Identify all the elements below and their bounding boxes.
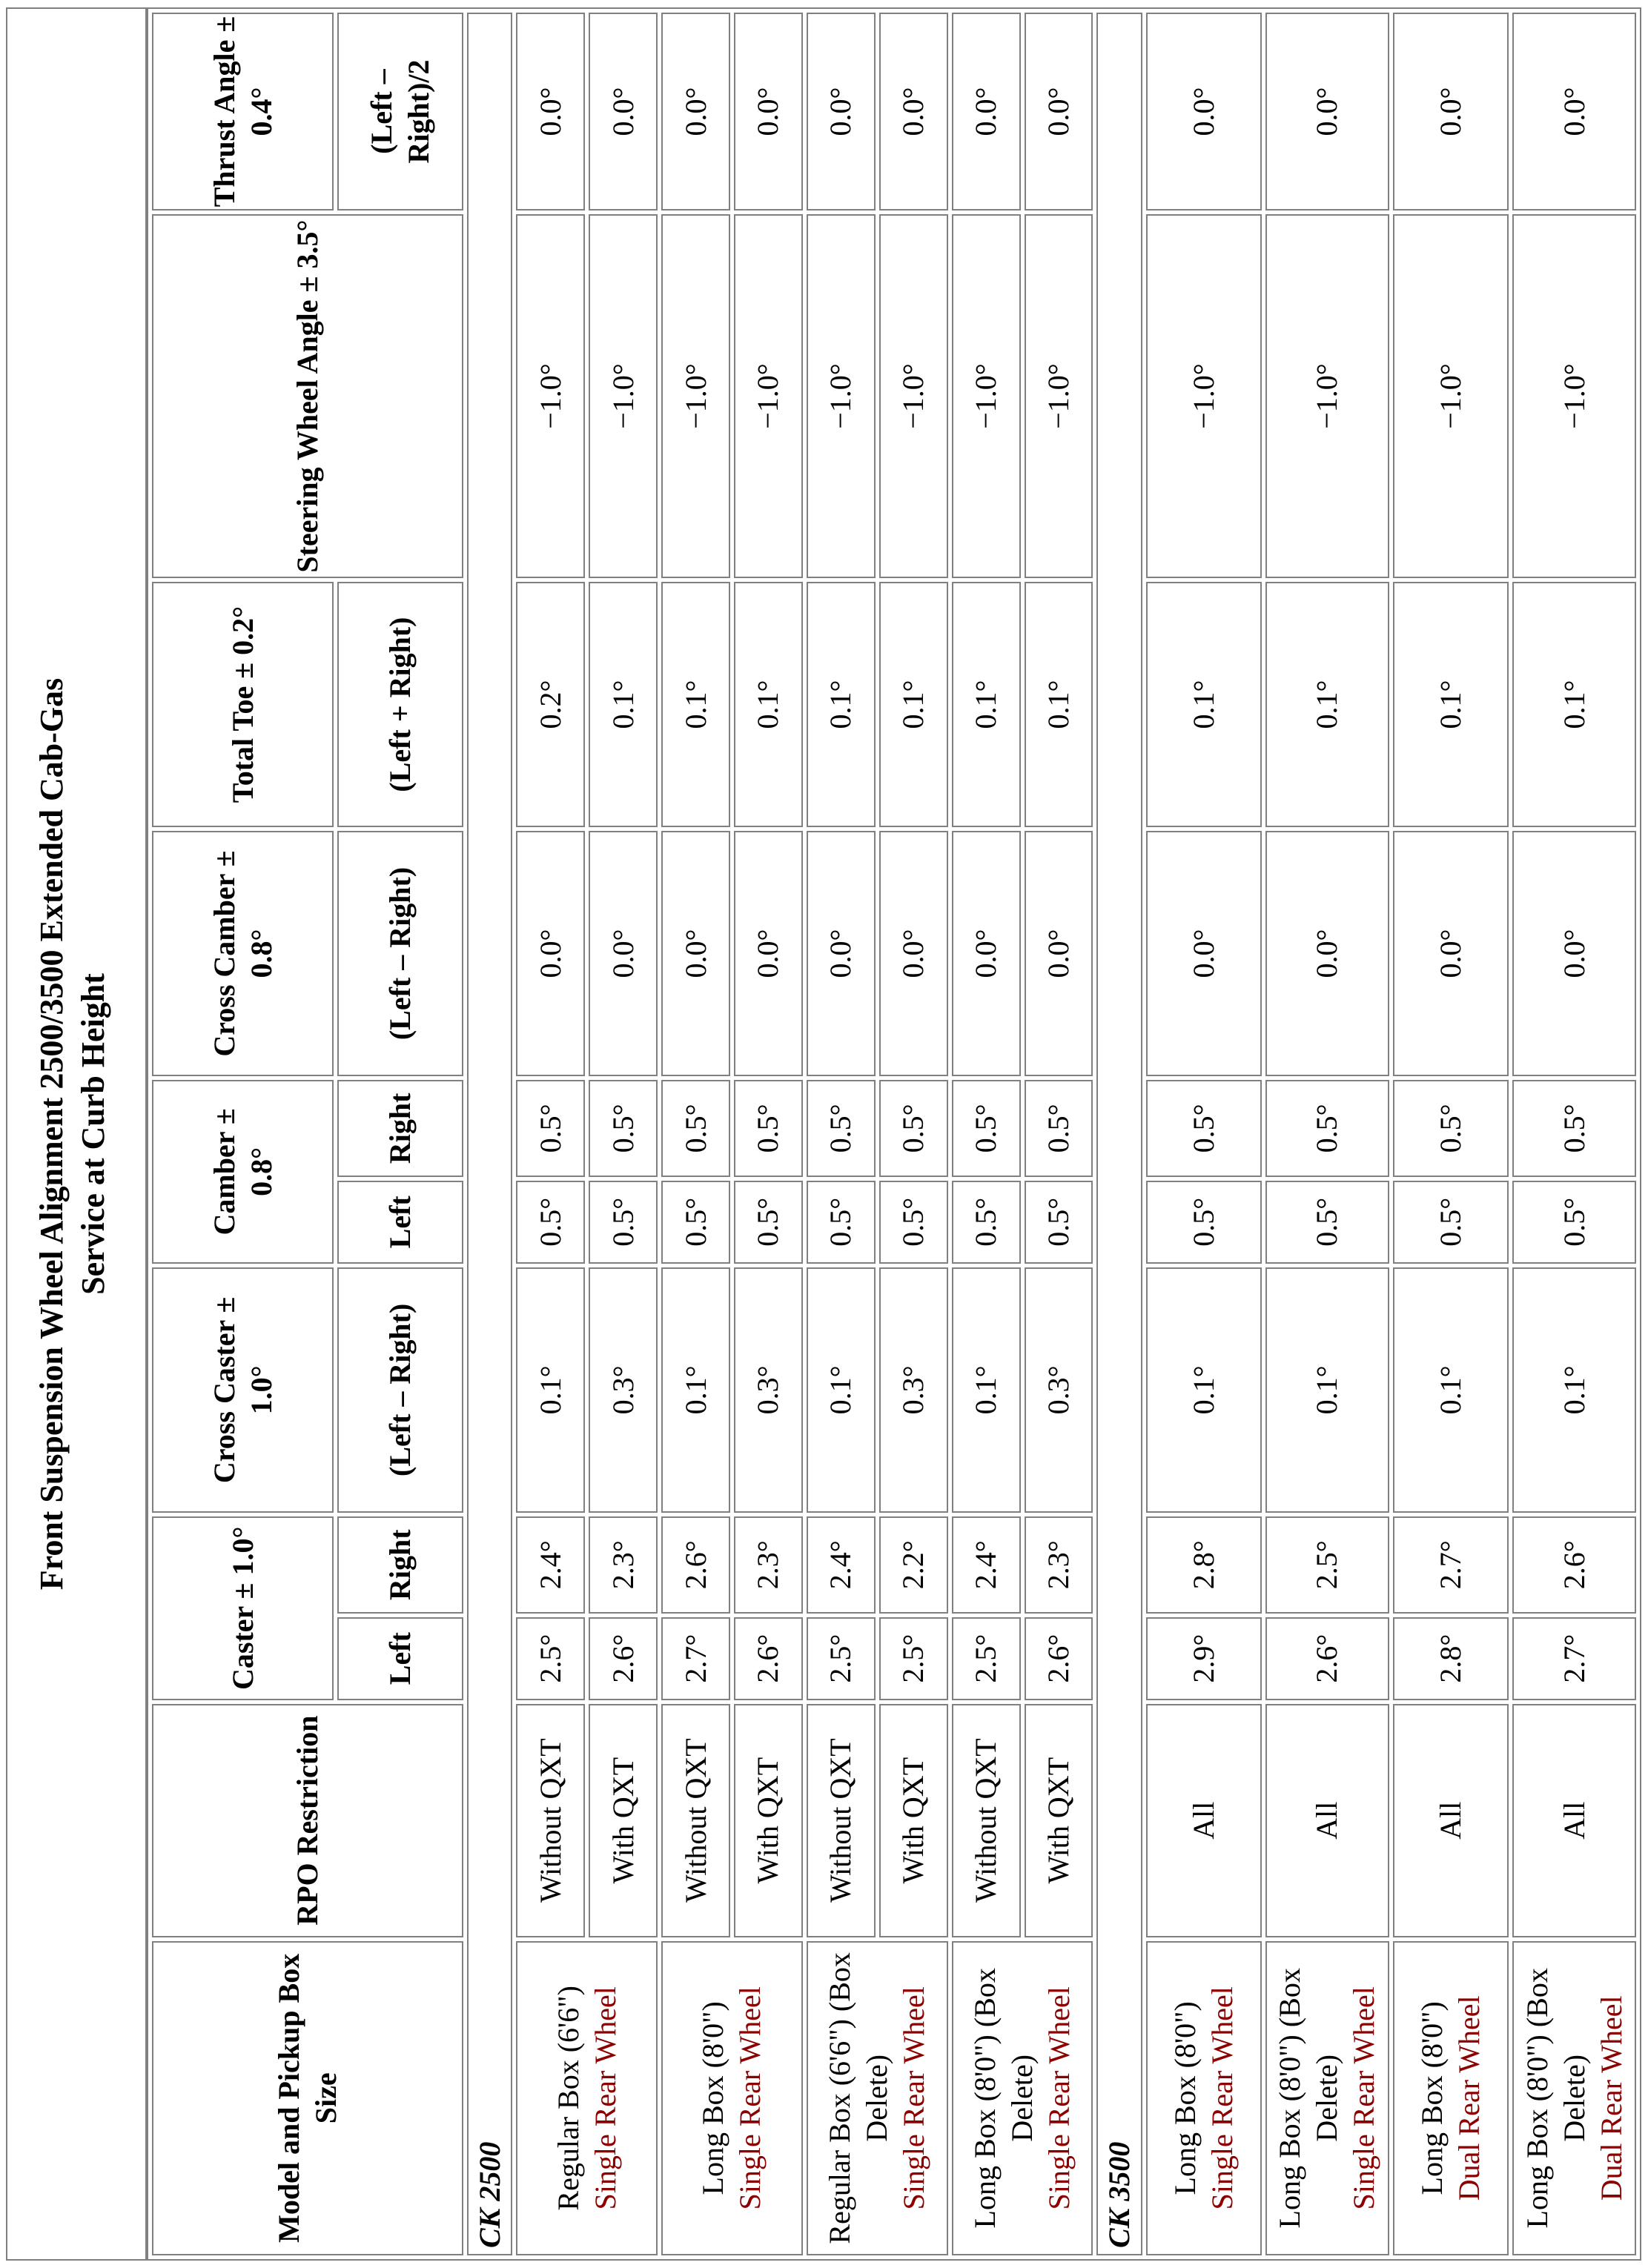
thrust-angle-value: 0.0° — [516, 13, 585, 210]
table-row — [661, 13, 730, 2255]
cross-camber-value: 0.0° — [589, 831, 658, 1076]
table-row — [516, 13, 585, 2255]
cross-camber-value: 0.0° — [952, 831, 1021, 1076]
caster-left-value: 2.9° — [1146, 1617, 1262, 1700]
caster-left-value: 2.6° — [734, 1617, 803, 1700]
header-caster-left: Left — [337, 1617, 463, 1700]
caster-right-value: 2.5° — [1265, 1516, 1389, 1614]
total-toe-value: 0.1° — [1512, 582, 1636, 827]
camber-left-value: 0.5° — [1146, 1181, 1262, 1264]
cross-caster-value: 0.3° — [879, 1267, 948, 1513]
thrust-angle-value: 0.0° — [879, 13, 948, 210]
thrust-angle-value: 0.0° — [1146, 13, 1262, 210]
section-header: CK 2500 — [467, 13, 512, 2255]
camber-right-value: 0.5° — [589, 1080, 658, 1177]
table-row — [807, 13, 876, 2255]
header-cross-camber-formula: (Left – Right) — [337, 831, 463, 1076]
header-caster-right: Right — [337, 1516, 463, 1614]
rpo-restriction: All — [1146, 1704, 1262, 1937]
cross-caster-value: 0.1° — [1146, 1267, 1262, 1513]
thrust-angle-value: 0.0° — [1512, 13, 1636, 210]
cross-caster-value: 0.1° — [952, 1267, 1021, 1513]
rpo-restriction: With QXT — [589, 1704, 658, 1937]
header-cross-caster: Cross Caster ± 1.0° — [152, 1267, 334, 1513]
model-cell — [661, 1941, 803, 2255]
cross-caster-value: 0.3° — [589, 1267, 658, 1513]
thrust-angle-value: 0.0° — [952, 13, 1021, 210]
total-toe-value: 0.1° — [734, 582, 803, 827]
rear-wheel-type: Single Rear Wheel — [733, 1986, 767, 2210]
steering-wheel-angle-value: −1.0° — [589, 214, 658, 578]
camber-left-value: 0.5° — [516, 1181, 585, 1264]
steering-wheel-angle-value: −1.0° — [1025, 214, 1093, 578]
steering-wheel-angle-value: −1.0° — [1393, 214, 1509, 578]
thrust-angle-value: 0.0° — [1025, 13, 1093, 210]
header-total-toe: Total Toe ± 0.2° — [152, 582, 334, 827]
cross-camber-value: 0.0° — [879, 831, 948, 1076]
camber-right-value: 0.5° — [879, 1080, 948, 1177]
header-total-toe-formula: (Left + Right) — [337, 582, 463, 827]
camber-left-value: 0.5° — [1393, 1181, 1509, 1264]
cross-caster-value: 0.1° — [516, 1267, 585, 1513]
rpo-restriction: All — [1393, 1704, 1509, 1937]
rear-wheel-type: Dual Rear Wheel — [1452, 1995, 1486, 2201]
cross-camber-value: 0.0° — [1265, 831, 1389, 1076]
camber-left-value: 0.5° — [589, 1181, 658, 1264]
rpo-restriction: With QXT — [1025, 1704, 1093, 1937]
caster-right-value: 2.2° — [879, 1516, 948, 1614]
alignment-table-body — [467, 13, 1636, 2255]
cross-camber-value: 0.0° — [1025, 831, 1093, 1076]
caster-left-value: 2.5° — [879, 1617, 948, 1700]
rpo-restriction: All — [1512, 1704, 1636, 1937]
total-toe-value: 0.2° — [516, 582, 585, 827]
camber-right-value: 0.5° — [1393, 1080, 1509, 1177]
cross-camber-value: 0.0° — [807, 831, 876, 1076]
model-box-size: Regular Box (6'6") — [551, 1986, 585, 2211]
steering-wheel-angle-value: −1.0° — [879, 214, 948, 578]
caster-left-value: 2.7° — [1512, 1617, 1636, 1700]
camber-right-value: 0.5° — [1025, 1080, 1093, 1177]
table-row — [1025, 13, 1093, 2255]
caster-left-value: 2.6° — [1025, 1617, 1093, 1700]
rpo-restriction: Without QXT — [516, 1704, 585, 1937]
model-cell — [516, 1941, 658, 2255]
header-camber-right: Right — [337, 1080, 463, 1177]
caster-right-value: 2.4° — [516, 1516, 585, 1614]
rear-wheel-type: Single Rear Wheel — [1347, 1986, 1381, 2210]
camber-right-value: 0.5° — [734, 1080, 803, 1177]
header-steering-wheel-angle: Steering Wheel Angle ± 3.5° — [152, 214, 463, 578]
section-header: CK 3500 — [1096, 13, 1142, 2255]
camber-left-value: 0.5° — [807, 1181, 876, 1264]
rear-wheel-type: Single Rear Wheel — [1042, 1986, 1076, 2210]
table-row — [1512, 13, 1636, 2255]
cross-camber-value: 0.0° — [1146, 831, 1262, 1076]
steering-wheel-angle-value: −1.0° — [952, 214, 1021, 578]
rpo-restriction: Without QXT — [661, 1704, 730, 1937]
model-box-size: Long Box (8'0") (Box Delete) — [1520, 1968, 1591, 2229]
steering-wheel-angle-value: −1.0° — [807, 214, 876, 578]
camber-left-value: 0.5° — [1265, 1181, 1389, 1264]
header-thrust-formula: (Left – Right)/2 — [337, 13, 463, 210]
model-box-size: Long Box (8'0") (Box Delete) — [968, 1968, 1039, 2229]
camber-right-value: 0.5° — [952, 1080, 1021, 1177]
camber-right-value: 0.5° — [516, 1080, 585, 1177]
table-row — [952, 13, 1021, 2255]
caster-right-value: 2.3° — [734, 1516, 803, 1614]
rpo-restriction: All — [1265, 1704, 1389, 1937]
rpo-restriction: With QXT — [879, 1704, 948, 1937]
page-title — [6, 7, 147, 2261]
thrust-angle-value: 0.0° — [1265, 13, 1389, 210]
model-box-size: Long Box (8'0") — [696, 2001, 730, 2195]
header-cross-caster-formula: (Left – Right) — [337, 1267, 463, 1513]
camber-left-value: 0.5° — [661, 1181, 730, 1264]
model-cell — [807, 1941, 948, 2255]
cross-caster-value: 0.1° — [661, 1267, 730, 1513]
header-camber-left: Left — [337, 1181, 463, 1264]
steering-wheel-angle-value: −1.0° — [1512, 214, 1636, 578]
caster-left-value: 2.6° — [1265, 1617, 1389, 1700]
title-line-2: Service at Curb Height — [75, 973, 111, 1295]
total-toe-value: 0.1° — [589, 582, 658, 827]
caster-right-value: 2.3° — [1025, 1516, 1093, 1614]
steering-wheel-angle-value: −1.0° — [661, 214, 730, 578]
model-box-size: Long Box (8'0") (Box Delete) — [1273, 1968, 1344, 2229]
total-toe-value: 0.1° — [1146, 582, 1262, 827]
steering-wheel-angle-value: −1.0° — [734, 214, 803, 578]
rear-wheel-type: Single Rear Wheel — [588, 1986, 622, 2210]
alignment-table — [148, 9, 1640, 2259]
model-cell — [1393, 1941, 1509, 2255]
header-camber: Camber ± 0.8° — [152, 1080, 334, 1264]
header-rpo: RPO Restriction — [152, 1704, 463, 1937]
table-row — [1393, 13, 1509, 2255]
camber-left-value: 0.5° — [952, 1181, 1021, 1264]
camber-right-value: 0.5° — [1265, 1080, 1389, 1177]
alignment-table-frame — [147, 7, 1641, 2261]
cross-caster-value: 0.1° — [1393, 1267, 1509, 1513]
cross-camber-value: 0.0° — [661, 831, 730, 1076]
cross-caster-value: 0.3° — [734, 1267, 803, 1513]
model-box-size: Long Box (8'0") — [1414, 2001, 1449, 2195]
camber-left-value: 0.5° — [1025, 1181, 1093, 1264]
caster-left-value: 2.5° — [807, 1617, 876, 1700]
table-row — [879, 13, 948, 2255]
header-caster: Caster ± 1.0° — [152, 1516, 334, 1700]
model-box-size: Long Box (8'0") — [1168, 2001, 1202, 2195]
steering-wheel-angle-value: −1.0° — [516, 214, 585, 578]
rpo-restriction: Without QXT — [952, 1704, 1021, 1937]
cross-camber-value: 0.0° — [516, 831, 585, 1076]
camber-left-value: 0.5° — [1512, 1181, 1636, 1264]
total-toe-value: 0.1° — [807, 582, 876, 827]
steering-wheel-angle-value: −1.0° — [1265, 214, 1389, 578]
model-cell — [952, 1941, 1093, 2255]
thrust-angle-value: 0.0° — [589, 13, 658, 210]
thrust-angle-value: 0.0° — [1393, 13, 1509, 210]
table-row — [734, 13, 803, 2255]
rpo-restriction: Without QXT — [807, 1704, 876, 1937]
table-row — [589, 13, 658, 2255]
total-toe-value: 0.1° — [1265, 582, 1389, 827]
cross-caster-value: 0.1° — [1265, 1267, 1389, 1513]
caster-right-value: 2.6° — [661, 1516, 730, 1614]
caster-right-value: 2.4° — [807, 1516, 876, 1614]
total-toe-value: 0.1° — [879, 582, 948, 827]
caster-left-value: 2.7° — [661, 1617, 730, 1700]
cross-caster-value: 0.1° — [807, 1267, 876, 1513]
camber-left-value: 0.5° — [879, 1181, 948, 1264]
rpo-restriction: With QXT — [734, 1704, 803, 1937]
camber-right-value: 0.5° — [1512, 1080, 1636, 1177]
camber-left-value: 0.5° — [734, 1181, 803, 1264]
model-cell — [1146, 1941, 1262, 2255]
cross-camber-value: 0.0° — [1393, 831, 1509, 1076]
thrust-angle-value: 0.0° — [661, 13, 730, 210]
cross-caster-value: 0.1° — [1512, 1267, 1636, 1513]
table-row — [1265, 13, 1389, 2255]
model-cell — [1512, 1941, 1636, 2255]
total-toe-value: 0.1° — [1393, 582, 1509, 827]
thrust-angle-value: 0.0° — [807, 13, 876, 210]
thrust-angle-value: 0.0° — [734, 13, 803, 210]
caster-left-value: 2.5° — [952, 1617, 1021, 1700]
steering-wheel-angle-value: −1.0° — [1146, 214, 1262, 578]
model-cell — [1265, 1941, 1389, 2255]
header-thrust-angle: Thrust Angle ± 0.4° — [152, 13, 334, 210]
caster-left-value: 2.8° — [1393, 1617, 1509, 1700]
camber-right-value: 0.5° — [661, 1080, 730, 1177]
table-row — [1146, 13, 1262, 2255]
caster-right-value: 2.8° — [1146, 1516, 1262, 1614]
cross-camber-value: 0.0° — [1512, 831, 1636, 1076]
rear-wheel-type: Single Rear Wheel — [897, 1986, 931, 2210]
rear-wheel-type: Dual Rear Wheel — [1594, 1995, 1628, 2201]
total-toe-value: 0.1° — [1025, 582, 1093, 827]
total-toe-value: 0.1° — [661, 582, 730, 827]
title-line-1: Front Suspension Wheel Alignment 2500/3500 Extended Cab-Gas — [33, 677, 70, 1591]
camber-right-value: 0.5° — [807, 1080, 876, 1177]
header-cross-camber: Cross Camber ± 0.8° — [152, 831, 334, 1076]
caster-right-value: 2.6° — [1512, 1516, 1636, 1614]
caster-left-value: 2.6° — [589, 1617, 658, 1700]
camber-right-value: 0.5° — [1146, 1080, 1262, 1177]
caster-right-value: 2.7° — [1393, 1516, 1509, 1614]
cross-camber-value: 0.0° — [734, 831, 803, 1076]
caster-left-value: 2.5° — [516, 1617, 585, 1700]
model-box-size: Regular Box (6'6") (Box Delete) — [823, 1952, 894, 2244]
header-model: Model and Pickup Box Size — [152, 1941, 463, 2255]
rear-wheel-type: Single Rear Wheel — [1205, 1986, 1239, 2210]
total-toe-value: 0.1° — [952, 582, 1021, 827]
cross-caster-value: 0.3° — [1025, 1267, 1093, 1513]
caster-right-value: 2.3° — [589, 1516, 658, 1614]
caster-right-value: 2.4° — [952, 1516, 1021, 1614]
